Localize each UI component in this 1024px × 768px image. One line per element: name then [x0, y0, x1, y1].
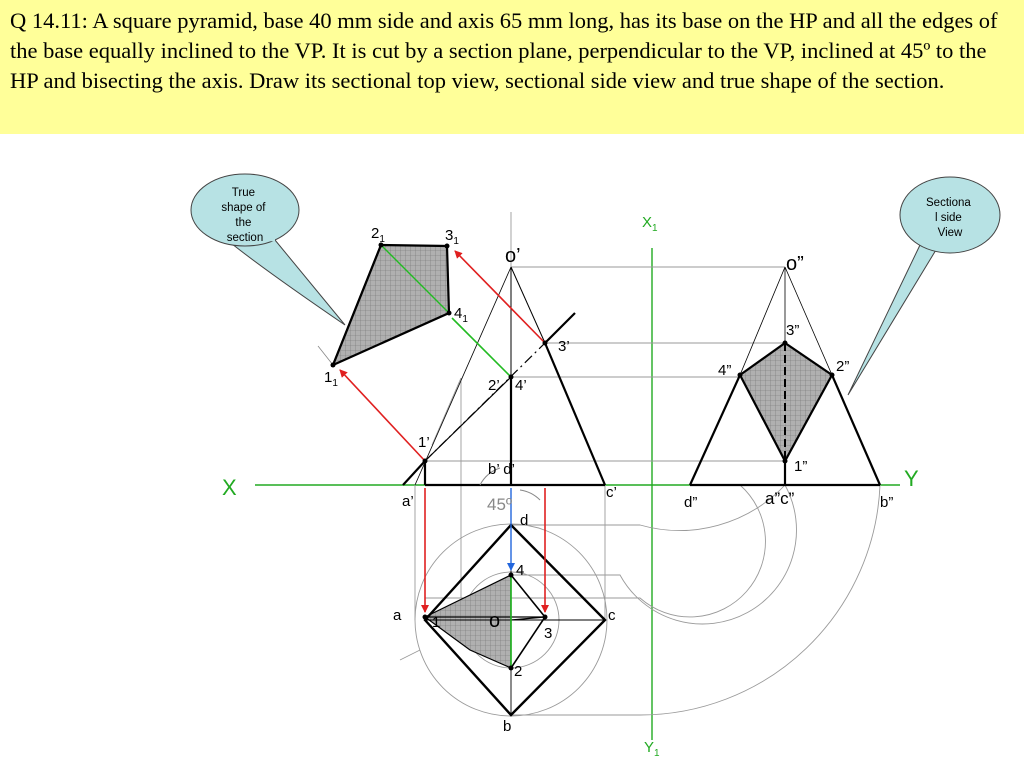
label-y: Y [904, 466, 919, 491]
label-o-side: o” [786, 253, 804, 275]
label-3-top: 3 [544, 625, 553, 642]
label-y1: $Y_1$ [644, 739, 660, 759]
callout-side-view-line3: View [937, 227, 963, 239]
label-b-side: b” [880, 494, 894, 511]
label-1-front: 1’ [418, 434, 430, 451]
label-2-top: 2 [514, 663, 523, 680]
label-o-front: o’ [505, 245, 521, 267]
label-x: X [222, 475, 237, 500]
label-4-side: 4” [718, 362, 732, 379]
label-4-true: $4_1$ [454, 305, 468, 325]
label-d-side: d” [684, 494, 698, 511]
label-a-top: a [393, 607, 402, 624]
callout-true-shape [191, 174, 345, 325]
callout-side-view-line1: Sectiona [926, 197, 971, 209]
label-c-front: c’ [606, 484, 617, 501]
callout-true-shape-line4: section [226, 232, 264, 244]
callout-side-view [848, 177, 1000, 395]
question-text: Q 14.11: A square pyramid, base 40 mm side and axis 65 mm long, has its base on the HP and all the edges of the base equally inclined to the VP. It is cut by a section plane, perpendicular to the VP, inclined at 45º to the HP and bisecting the axis. Draw its sectional top view, sectional side view and true shape of the section. [10, 8, 998, 93]
label-3-side: 3” [786, 322, 800, 339]
label-x1: $X_1$ [642, 214, 658, 234]
label-d-top: d [520, 512, 529, 529]
callout-true-shape-line1: True [231, 187, 256, 199]
label-a-front: a’ [402, 493, 414, 510]
label-ac-side: a”c” [765, 489, 795, 508]
label-angle: 45º [487, 495, 513, 514]
label-2-front: 2’ [488, 377, 500, 394]
label-o-top: o [489, 610, 501, 632]
label-b-top: b [503, 718, 512, 735]
label-c-top: c [608, 607, 616, 624]
label-2-side: 2” [836, 358, 850, 375]
label-4-front: 4’ [515, 377, 527, 394]
label-4-top: 4 [516, 562, 525, 579]
label-1-top: 1 [432, 614, 441, 631]
label-1-side: 1” [794, 458, 808, 475]
label-bd-front: b’ d’ [488, 461, 515, 478]
callout-side-view-line2: l side [934, 212, 962, 224]
callout-true-shape-line3: the [235, 217, 252, 229]
label-1-true: $1_1$ [324, 369, 338, 389]
label-3-front: 3’ [558, 338, 570, 355]
label-2-true: $2_1$ [371, 225, 385, 245]
top-view [425, 525, 605, 715]
label-3-true: $3_1$ [445, 227, 459, 247]
callout-true-shape-line2: shape of [221, 202, 266, 214]
true-shape-of-section [318, 245, 449, 365]
